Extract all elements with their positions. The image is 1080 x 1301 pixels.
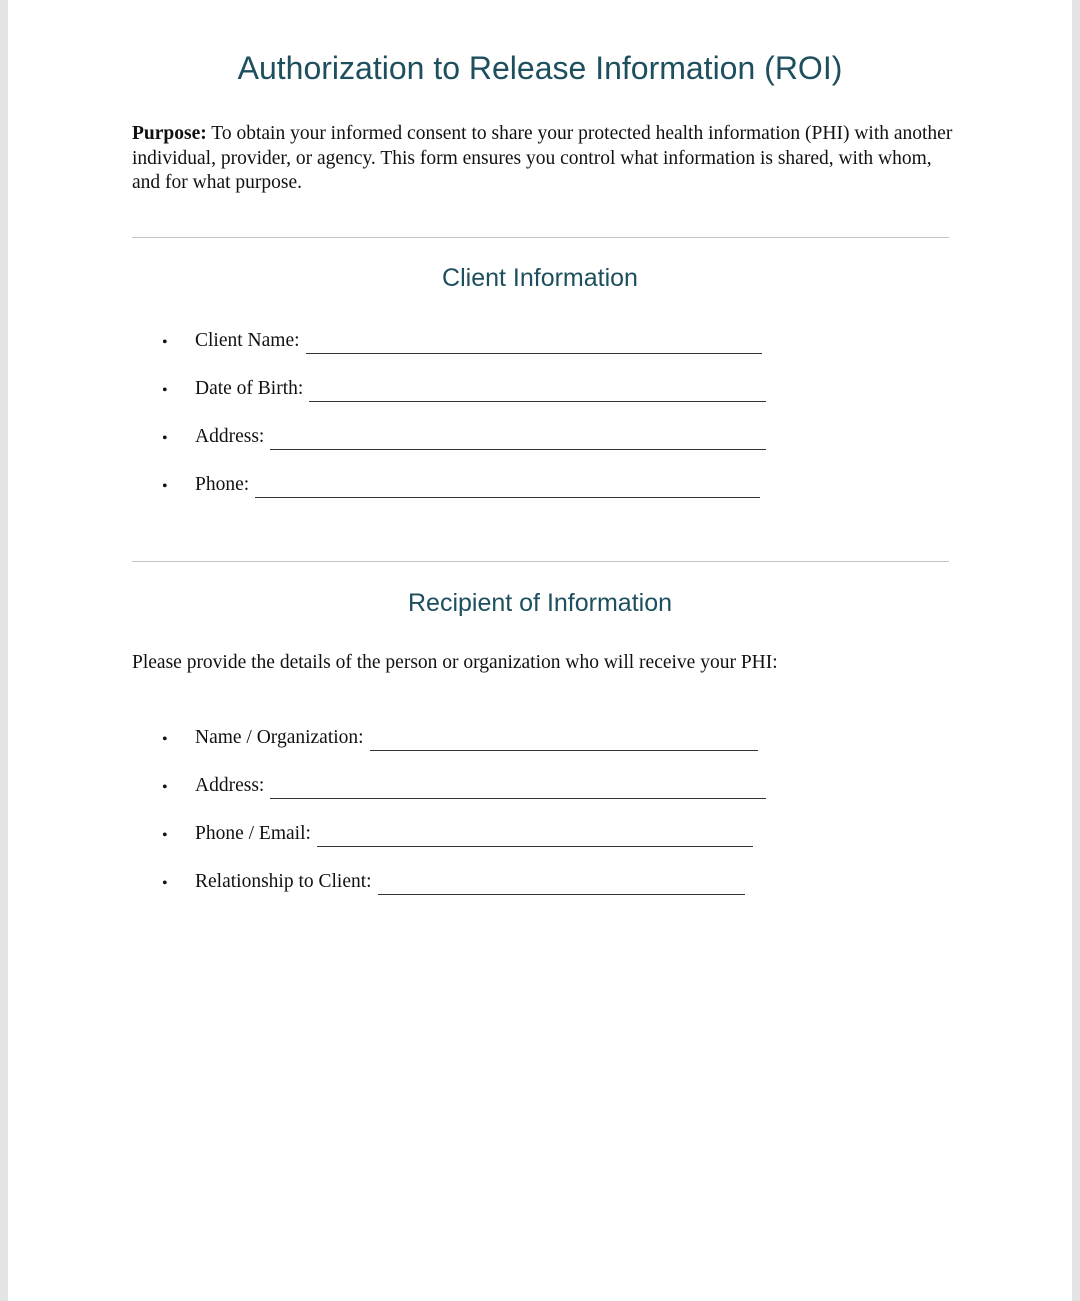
recipient-intro: Please provide the details of the person or organization who will receive your PHI: bbox=[132, 652, 778, 673]
relationship-input[interactable] bbox=[378, 872, 745, 895]
divider bbox=[132, 561, 949, 562]
document-title: Authorization to Release Information (ROI) bbox=[237, 50, 843, 86]
field-label: Date of Birth: bbox=[195, 378, 304, 399]
purpose-text: To obtain your informed consent to share your protected health information (PHI) with another individual, provider, or agency. This form ensures you control what information is shared, with whom, and for what purpose. bbox=[132, 123, 953, 193]
client-name-input[interactable] bbox=[306, 331, 762, 354]
client-phone-field[interactable] bbox=[158, 470, 760, 496]
field-label: Client Name: bbox=[195, 330, 300, 351]
bullet: • bbox=[162, 430, 168, 447]
field-label: Phone / Email: bbox=[195, 823, 311, 844]
field-label: Address: bbox=[195, 426, 265, 447]
recipient-information-heading: Recipient of Information bbox=[407, 589, 673, 617]
client-address-input[interactable] bbox=[270, 427, 766, 450]
client-name-field[interactable] bbox=[158, 326, 762, 352]
field-label: Name / Organization: bbox=[195, 727, 364, 748]
recipient-phone-email-field[interactable] bbox=[158, 819, 753, 845]
recipient-name-field[interactable] bbox=[158, 723, 758, 749]
client-information-heading: Client Information bbox=[442, 264, 638, 292]
recipient-address-input[interactable] bbox=[270, 776, 766, 799]
date-of-birth-input[interactable] bbox=[309, 379, 766, 402]
field-label: Address: bbox=[195, 775, 265, 796]
bullet: • bbox=[162, 827, 168, 844]
bullet: • bbox=[162, 382, 168, 399]
client-phone-input[interactable] bbox=[255, 475, 760, 498]
date-of-birth-field[interactable] bbox=[158, 374, 766, 400]
bullet: • bbox=[162, 779, 168, 796]
client-address-field[interactable] bbox=[158, 422, 766, 448]
divider bbox=[132, 237, 949, 238]
recipient-phone-email-input[interactable] bbox=[317, 824, 753, 847]
document-page bbox=[8, 0, 1072, 1301]
purpose-label: Purpose: bbox=[132, 123, 207, 144]
bullet: • bbox=[162, 731, 168, 748]
bullet: • bbox=[162, 334, 168, 351]
field-label: Phone: bbox=[195, 474, 250, 495]
relationship-field[interactable] bbox=[158, 867, 745, 893]
recipient-name-input[interactable] bbox=[370, 728, 758, 751]
bullet: • bbox=[162, 875, 168, 892]
purpose-paragraph bbox=[132, 122, 962, 196]
recipient-address-field[interactable] bbox=[158, 771, 766, 797]
field-label: Relationship to Client: bbox=[195, 871, 372, 892]
bullet: • bbox=[162, 478, 168, 495]
